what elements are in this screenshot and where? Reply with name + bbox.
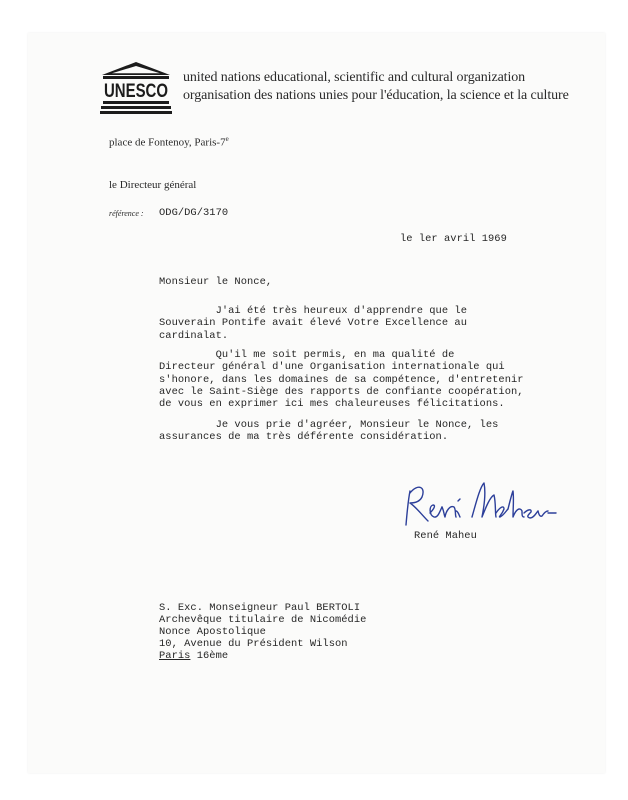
letter-sheet: [28, 33, 605, 773]
paragraph-2: Qu'il me soit permis, en ma qualité de Directeur général d'une Organisation internationale qui s'honore, dans les domaines de sa compétence, d'entretenir avec le Saint-Siège des rapports de confiante coopération, de vous en exprimer ici mes chaleureuses félicitations.: [159, 349, 524, 411]
recipient-line-4: 10, Avenue du Président Wilson: [159, 638, 348, 650]
address-superscript: e: [225, 135, 229, 143]
reference-label: référence :: [109, 209, 144, 218]
recipient-line-1: S. Exc. Monseigneur Paul BERTOLI: [159, 602, 361, 614]
office-title: le Directeur général: [109, 179, 197, 191]
handwritten-signature: [400, 473, 560, 533]
paragraph-3: Je vous prie d'agréer, Monsieur le Nonce, les assurances de ma très déférente considération.: [159, 419, 499, 444]
address-text: place de Fontenoy, Paris-7: [109, 136, 226, 149]
logo-letters-text: UNESCO: [104, 81, 168, 102]
reference-value: ODG/DG/3170: [159, 207, 229, 219]
recipient-line-3: Nonce Apostolique: [159, 626, 266, 638]
recipient-line-2: Archevêque titulaire de Nicomédie: [159, 614, 367, 626]
recipient-city-line: [159, 650, 228, 662]
letter-date: le ler avril 1969: [400, 233, 507, 245]
recipient-city: Paris: [159, 650, 191, 662]
org-name-english: united nations educational, scientific and cultural organization: [183, 70, 526, 85]
org-name-french: organisation des nations unies pour l'éducation, la science et la culture: [183, 88, 569, 103]
signature-name: René Maheu: [414, 530, 477, 542]
salutation: Monsieur le Nonce,: [159, 276, 273, 288]
letterhead-address: [109, 135, 229, 149]
unesco-logo-letters: [102, 80, 170, 100]
recipient-arrondissement: 16ème: [196, 650, 229, 662]
paragraph-1: J'ai été très heureux d'apprendre que le Souverain Pontife avait élevé Votre Excellence au cardinalat.: [159, 305, 467, 342]
